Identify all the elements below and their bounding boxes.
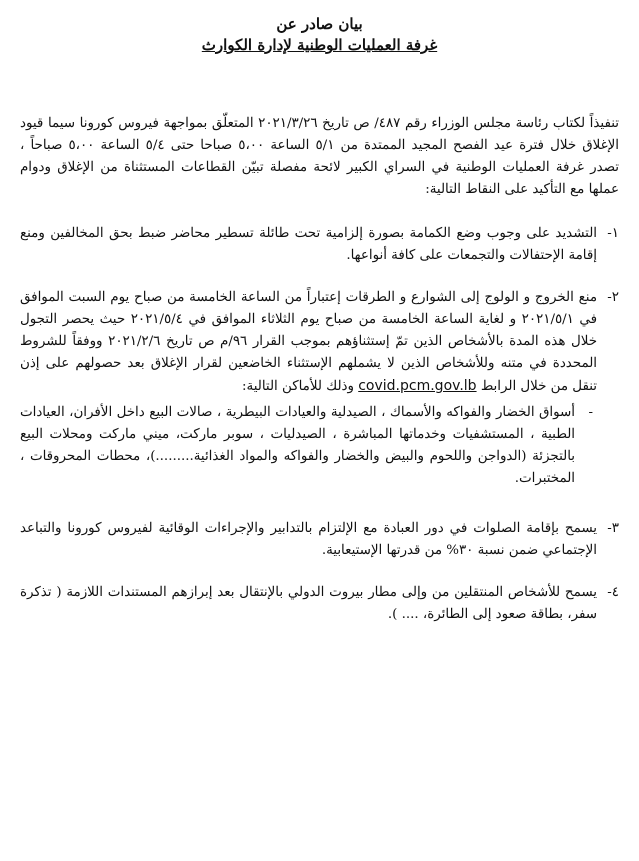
point-4-number: ٤-: [607, 585, 619, 600]
point-1-number: ١-: [607, 226, 619, 241]
point-3-text: يسمح بإقامة الصلوات في دور العبادة مع الإلتزام بالتدابير والإجراءات الوقائية لفيروس كورونا والتباعد الإجتماعي ضمن نسبة ٣٠% من قدرتها الإستيعابية.: [20, 521, 597, 558]
point-2-text-after-link: وذلك للأماكن التالية:: [242, 379, 354, 394]
allowed-places-text: أسواق الخضار والفواكه والأسماك ، الصيدلية والعيادات البيطرية ، صالات البيع داخل الأفران، العيادات الطبية ، المستشفيات وخدماتها المباشرة ، الصيدليات ، سوبر ماركت، ميني ماركت ومحلات البيع بالتجزئة (الدواجن واللحوم والبيض والخضار والفواكه والمواد الغذائية.........)، محطات المحروقات ، المختبرات.: [20, 405, 575, 486]
places-bullet: -: [588, 405, 593, 420]
point-4-text: يسمح للأشخاص المنتقلين من وإلى مطار بيروت الدولي بالإنتقال بعد إبرازهم المستندات اللازمة ( تذكرة سفر، بطاقة صعود إلى الطائرة، .... ).: [20, 585, 597, 622]
point-4: [20, 582, 619, 626]
point-2-text: منع الخروج و الولوج إلى الشوارع و الطرقات إعتباراً من الساعة الخامسة من صباح يوم السبت الموافق في ٢٠٢١/٥/١ و لغاية الساعة الخامسة من صباح يوم الثلاثاء الموافق في ٢٠٢١/٥/٤ حيث يحصر التجول خلال هذه المدة بالأشخاص الذين تمّ إستثناؤهم بموجب القرار ٩٦/م ص تاريخ ٢٠٢١/٢/٦ ووفقاً للشروط المحددة في متنه وللأشخاص الذين لا يشملهم الإستثناء الخاضعين لقرار الإغلاق بعد حصولهم على إذن تنقل من خلال الرابط: [20, 290, 597, 394]
point-1: [20, 223, 619, 267]
point-3-number: ٣-: [607, 521, 619, 536]
issuer-title: غرفة العمليات الوطنية لإدارة الكوارث: [201, 36, 438, 54]
covid-permit-link[interactable]: covid.pcm.gov.lb: [358, 378, 477, 394]
intro-paragraph: تنفيذاً لكتاب رئاسة مجلس الوزراء رقم ٤٨٧/ ص تاريخ ٢٠٢١/٣/٢٦ المتعلّق بمواجهة فيروس كورونا سيما قيود الإغلاق خلال فترة عيد الفصح المجيد الممتدة من ٥/١ الساعة ٥،٠٠ صباحا حتى ٥/٤ الساعة ٥،٠٠ صباحاً ، تصدر غرفة العمليات الوطنية في السراي الكبير لائحة مفصلة تبيّن القطاعات المستثناة من الإغلاق ودوام عملها مع التأكيد على النقاط التالية:: [20, 116, 620, 197]
point-2-number: ٢-: [607, 290, 619, 305]
point-1-text: التشديد على وجوب وضع الكمامة بصورة إلزامية تحت طائلة تسطير محاضر ضبط بحق المخالفين ومنع إقامة الإحتفالات والتجمعات على كافة أنواعها.: [20, 226, 597, 263]
point-3: [20, 518, 619, 562]
statement-header: [20, 14, 619, 55]
point-2: [20, 287, 619, 490]
allowed-places-list: [20, 402, 597, 490]
statement-title: بيان صادر عن: [276, 15, 363, 33]
